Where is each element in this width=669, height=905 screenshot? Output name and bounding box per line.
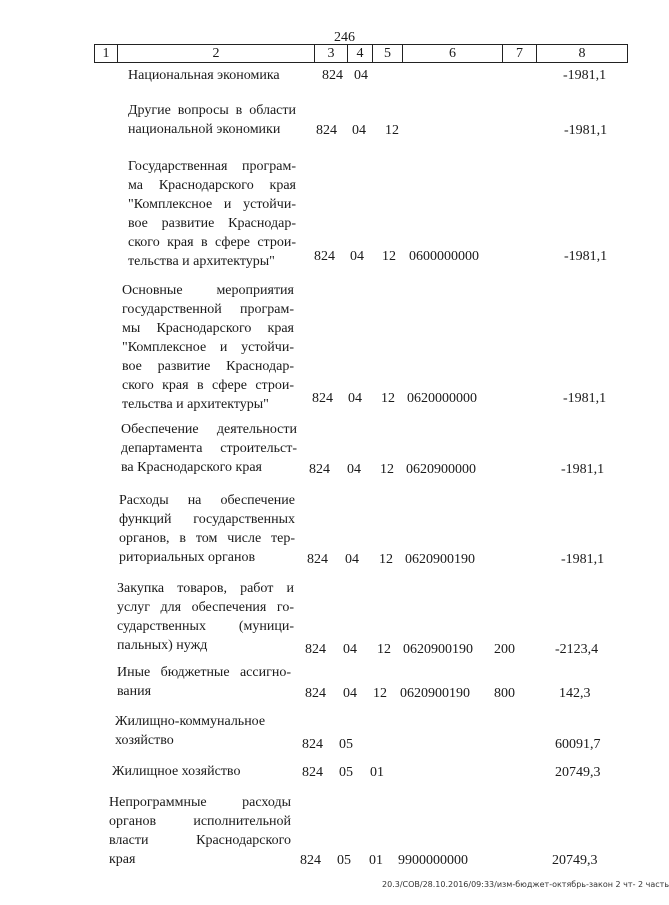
row-name-line: Основные мероприятия bbox=[122, 283, 294, 298]
row-name bbox=[128, 66, 296, 85]
row-name-line: мы Краснодарского края bbox=[122, 321, 294, 336]
row-name-line: вания bbox=[117, 684, 152, 699]
row-name-line: Другие вопросы в области bbox=[128, 103, 296, 118]
row-name-line: департамента строительст- bbox=[121, 441, 297, 456]
row-name-line: "Комплексное и устойчи- bbox=[128, 197, 296, 212]
page-number: 246 bbox=[334, 30, 355, 45]
header-col-5: 5 bbox=[373, 44, 403, 63]
cell-c5: 12 bbox=[381, 391, 395, 406]
row-name-line: функций государственных bbox=[119, 512, 295, 527]
row-name bbox=[112, 762, 252, 781]
cell-c8: 20749,3 bbox=[555, 765, 601, 780]
cell-c6: 0620000000 bbox=[407, 391, 477, 406]
cell-c8: -1981,1 bbox=[561, 462, 605, 477]
row-name-line: ва Краснодарского края bbox=[121, 460, 262, 475]
header-col-3: 3 bbox=[315, 44, 348, 63]
row-name-line: услуг для обеспечения го- bbox=[117, 600, 294, 615]
row-name bbox=[121, 420, 297, 477]
cell-c4: 04 bbox=[354, 68, 368, 83]
row-name-line: "Комплексное и устойчи- bbox=[122, 340, 294, 355]
cell-c3: 824 bbox=[309, 462, 330, 477]
cell-c4: 04 bbox=[343, 686, 357, 701]
row-name bbox=[117, 579, 294, 655]
row-name-line: края bbox=[109, 852, 136, 867]
cell-c5: 12 bbox=[373, 686, 387, 701]
row-name-line: власти Краснодарского bbox=[109, 833, 291, 848]
row-name bbox=[115, 712, 280, 750]
cell-c3: 824 bbox=[314, 249, 335, 264]
cell-c8: 60091,7 bbox=[555, 737, 601, 752]
header-col-7: 7 bbox=[503, 44, 537, 63]
cell-c6: 9900000000 bbox=[398, 853, 468, 868]
row-name-line: тельства и архитектуры" bbox=[122, 397, 269, 412]
cell-c5: 01 bbox=[369, 853, 383, 868]
cell-c3: 824 bbox=[312, 391, 333, 406]
cell-c5: 12 bbox=[377, 642, 391, 657]
row-name-line: Закупка товаров, работ и bbox=[117, 581, 294, 596]
row-name-line: органов, в том числе тер- bbox=[119, 531, 295, 546]
cell-c8: -1981,1 bbox=[564, 123, 608, 138]
cell-c8: 142,3 bbox=[559, 686, 591, 701]
row-name-line: национальной экономики bbox=[128, 122, 281, 137]
cell-c7: 200 bbox=[494, 642, 515, 657]
row-name-line: вое развитие Краснодар- bbox=[128, 216, 296, 231]
cell-c4: 05 bbox=[337, 853, 351, 868]
header-col-1: 1 bbox=[94, 44, 118, 63]
row-name-line: ского края в сфере строи- bbox=[122, 378, 294, 393]
cell-c3: 824 bbox=[302, 765, 323, 780]
row-name-line: ского края в сфере строи- bbox=[128, 235, 296, 250]
row-name-line: Жилищно-коммунальное bbox=[115, 714, 266, 729]
row-name bbox=[117, 663, 291, 701]
row-name-line: Обеспечение деятельности bbox=[121, 422, 297, 437]
row-name bbox=[128, 101, 296, 139]
cell-c3: 824 bbox=[322, 68, 343, 83]
cell-c4: 05 bbox=[339, 765, 353, 780]
cell-c5: 12 bbox=[385, 123, 399, 138]
row-name-line: Непрограммные расходы bbox=[109, 795, 291, 810]
row-name-line: вое развитие Краснодар- bbox=[122, 359, 294, 374]
cell-c6: 0620900000 bbox=[406, 462, 476, 477]
row-name-line: органов исполнительной bbox=[109, 814, 291, 829]
cell-c4: 04 bbox=[343, 642, 357, 657]
cell-c3: 824 bbox=[302, 737, 323, 752]
row-name-line: государственной програм- bbox=[122, 302, 294, 317]
cell-c5: 12 bbox=[382, 249, 396, 264]
row-name bbox=[119, 491, 295, 567]
cell-c6: 0620900190 bbox=[403, 642, 473, 657]
cell-c8: -1981,1 bbox=[561, 552, 605, 567]
row-name bbox=[122, 281, 294, 414]
row-name-line: Расходы на обеспечение bbox=[119, 493, 295, 508]
cell-c5: 01 bbox=[370, 765, 384, 780]
cell-c6: 0620900190 bbox=[405, 552, 475, 567]
cell-c4: 04 bbox=[352, 123, 366, 138]
cell-c6: 0620900190 bbox=[400, 686, 470, 701]
row-name bbox=[109, 793, 291, 869]
cell-c8: -1981,1 bbox=[563, 391, 607, 406]
row-name bbox=[128, 157, 296, 271]
cell-c4: 04 bbox=[347, 462, 361, 477]
row-name-line: пальных) нужд bbox=[117, 638, 208, 653]
row-name-line: ма Краснодарского края bbox=[128, 178, 296, 193]
cell-c7: 800 bbox=[494, 686, 515, 701]
cell-c3: 824 bbox=[300, 853, 321, 868]
row-name-line: Жилищное хозяйство bbox=[112, 764, 241, 779]
cell-c8: -2123,4 bbox=[555, 642, 599, 657]
cell-c3: 824 bbox=[307, 552, 328, 567]
cell-c8: -1981,1 bbox=[563, 68, 607, 83]
row-name-line: Национальная экономика bbox=[128, 68, 280, 83]
cell-c3: 824 bbox=[305, 642, 326, 657]
cell-c3: 824 bbox=[305, 686, 326, 701]
cell-c4: 04 bbox=[345, 552, 359, 567]
row-name-line: Иные бюджетные ассигно- bbox=[117, 665, 291, 680]
cell-c4: 04 bbox=[350, 249, 364, 264]
cell-c4: 04 bbox=[348, 391, 362, 406]
row-name-line: хозяйство bbox=[115, 733, 174, 748]
cell-c3: 824 bbox=[316, 123, 337, 138]
row-name-line: риториальных органов bbox=[119, 550, 256, 565]
table-header bbox=[94, 44, 628, 63]
cell-c8: -1981,1 bbox=[564, 249, 608, 264]
cell-c4: 05 bbox=[339, 737, 353, 752]
header-col-8: 8 bbox=[537, 44, 628, 63]
cell-c5: 12 bbox=[380, 462, 394, 477]
header-col-4: 4 bbox=[348, 44, 373, 63]
cell-c8: 20749,3 bbox=[552, 853, 598, 868]
cell-c5: 12 bbox=[379, 552, 393, 567]
row-name-line: тельства и архитектуры" bbox=[128, 254, 275, 269]
footer-file-path: 20.3/СОВ/28.10.2016/09:33/изм-бюджет-октябрь-закон 2 чт- 2 часть bbox=[382, 880, 669, 889]
header-col-2: 2 bbox=[118, 44, 315, 63]
row-name-line: сударственных (муници- bbox=[117, 619, 294, 634]
cell-c6: 0600000000 bbox=[409, 249, 479, 264]
row-name-line: Государственная програм- bbox=[128, 159, 296, 174]
header-col-6: 6 bbox=[403, 44, 503, 63]
